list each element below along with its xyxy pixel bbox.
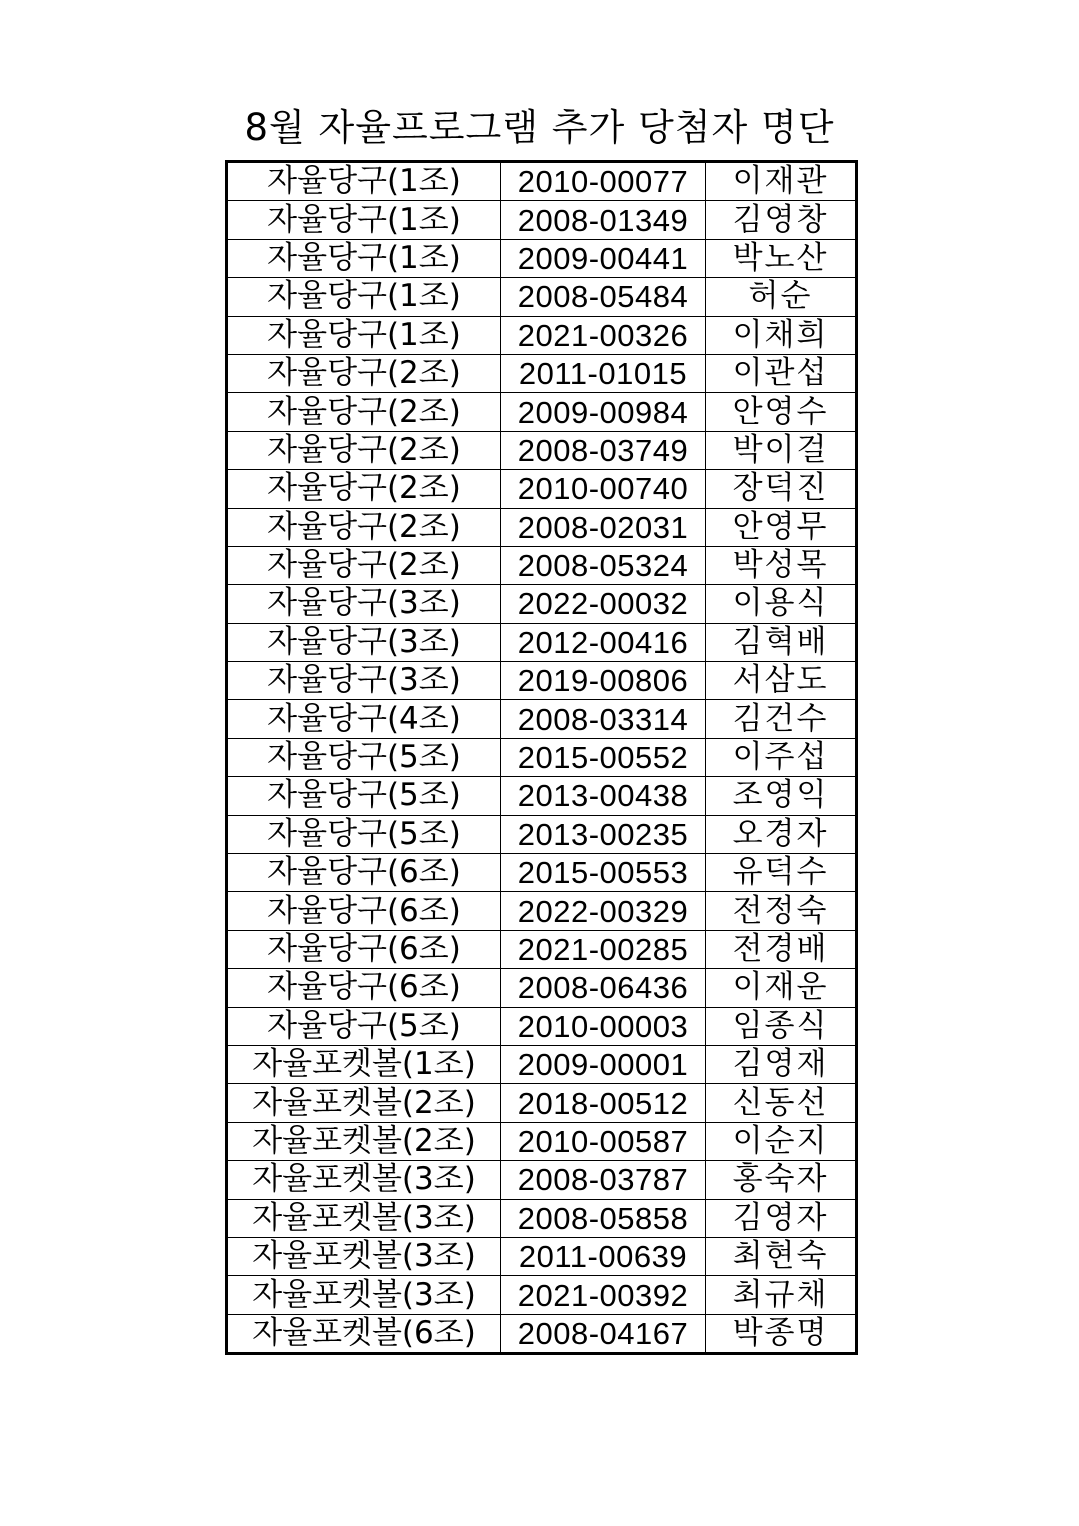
member-id-cell: 2008-02031 — [501, 508, 706, 546]
member-name-cell: 홍숙자 — [706, 1161, 857, 1199]
program-cell: 자율당구(2조) — [227, 470, 501, 508]
table-row — [227, 623, 857, 661]
member-name-cell: 김혁배 — [706, 623, 857, 661]
member-name-cell: 이재운 — [706, 969, 857, 1007]
member-id-cell: 2009-00441 — [501, 239, 706, 277]
table-row — [227, 662, 857, 700]
member-name-cell: 조영익 — [706, 777, 857, 815]
table-row — [227, 1045, 857, 1083]
program-cell: 자율당구(6조) — [227, 969, 501, 1007]
table-row — [227, 930, 857, 968]
member-name-cell: 임종식 — [706, 1007, 857, 1045]
member-name-cell: 이관섭 — [706, 354, 857, 392]
member-id-cell: 2009-00984 — [501, 393, 706, 431]
table-row — [227, 1007, 857, 1045]
member-id-cell: 2008-05858 — [501, 1199, 706, 1237]
program-cell: 자율당구(1조) — [227, 201, 501, 239]
member-id-cell: 2015-00552 — [501, 738, 706, 776]
member-id-cell: 2008-05484 — [501, 278, 706, 316]
program-cell: 자율당구(1조) — [227, 162, 501, 201]
member-name-cell: 전정숙 — [706, 892, 857, 930]
member-id-cell: 2011-00639 — [501, 1237, 706, 1275]
table-row — [227, 162, 857, 201]
member-name-cell: 유덕수 — [706, 854, 857, 892]
program-cell: 자율포켓볼(2조) — [227, 1122, 501, 1160]
table-row — [227, 201, 857, 239]
member-name-cell: 김영자 — [706, 1199, 857, 1237]
member-name-cell: 최현숙 — [706, 1237, 857, 1275]
member-name-cell: 박노산 — [706, 239, 857, 277]
member-id-cell: 2010-00740 — [501, 470, 706, 508]
member-id-cell: 2008-03787 — [501, 1161, 706, 1199]
member-name-cell: 최규채 — [706, 1276, 857, 1314]
winners-table-body — [227, 162, 857, 1354]
table-row — [227, 854, 857, 892]
member-id-cell: 2008-06436 — [501, 969, 706, 1007]
program-cell: 자율포켓볼(3조) — [227, 1237, 501, 1275]
program-cell: 자율포켓볼(1조) — [227, 1045, 501, 1083]
table-row — [227, 1276, 857, 1314]
member-name-cell: 안영수 — [706, 393, 857, 431]
table-row — [227, 738, 857, 776]
program-cell: 자율당구(4조) — [227, 700, 501, 738]
member-id-cell: 2010-00077 — [501, 162, 706, 201]
member-name-cell: 허순 — [706, 278, 857, 316]
program-cell: 자율포켓볼(6조) — [227, 1314, 501, 1353]
table-row — [227, 431, 857, 469]
program-cell: 자율당구(6조) — [227, 930, 501, 968]
member-id-cell: 2013-00235 — [501, 815, 706, 853]
table-row — [227, 278, 857, 316]
member-id-cell: 2010-00003 — [501, 1007, 706, 1045]
member-name-cell: 장덕진 — [706, 470, 857, 508]
program-cell: 자율포켓볼(3조) — [227, 1199, 501, 1237]
table-row — [227, 1199, 857, 1237]
table-row — [227, 393, 857, 431]
program-cell: 자율당구(1조) — [227, 239, 501, 277]
member-name-cell: 박성목 — [706, 546, 857, 584]
member-name-cell: 김영창 — [706, 201, 857, 239]
program-cell: 자율당구(2조) — [227, 508, 501, 546]
program-cell: 자율포켓볼(3조) — [227, 1161, 501, 1199]
program-cell: 자율당구(1조) — [227, 278, 501, 316]
member-name-cell: 이용식 — [706, 585, 857, 623]
table-row — [227, 585, 857, 623]
table-row — [227, 1237, 857, 1275]
program-cell: 자율당구(1조) — [227, 316, 501, 354]
member-name-cell: 박종명 — [706, 1314, 857, 1353]
member-id-cell: 2008-03749 — [501, 431, 706, 469]
member-id-cell: 2008-05324 — [501, 546, 706, 584]
table-row — [227, 1122, 857, 1160]
program-cell: 자율당구(6조) — [227, 854, 501, 892]
table-row — [227, 1084, 857, 1122]
member-id-cell: 2021-00326 — [501, 316, 706, 354]
program-cell: 자율당구(5조) — [227, 738, 501, 776]
program-cell: 자율당구(5조) — [227, 1007, 501, 1045]
member-id-cell: 2011-01015 — [501, 354, 706, 392]
table-row — [227, 470, 857, 508]
member-id-cell: 2018-00512 — [501, 1084, 706, 1122]
table-row — [227, 508, 857, 546]
member-id-cell: 2022-00032 — [501, 585, 706, 623]
program-cell: 자율당구(2조) — [227, 354, 501, 392]
table-row — [227, 1161, 857, 1199]
member-id-cell: 2008-03314 — [501, 700, 706, 738]
program-cell: 자율당구(5조) — [227, 777, 501, 815]
table-row — [227, 700, 857, 738]
program-cell: 자율당구(6조) — [227, 892, 501, 930]
member-id-cell: 2008-01349 — [501, 201, 706, 239]
program-cell: 자율당구(3조) — [227, 623, 501, 661]
program-cell: 자율당구(2조) — [227, 546, 501, 584]
member-id-cell: 2015-00553 — [501, 854, 706, 892]
table-row — [227, 354, 857, 392]
member-name-cell: 이순지 — [706, 1122, 857, 1160]
table-row — [227, 969, 857, 1007]
member-id-cell: 2009-00001 — [501, 1045, 706, 1083]
member-id-cell: 2019-00806 — [501, 662, 706, 700]
member-name-cell: 전경배 — [706, 930, 857, 968]
program-cell: 자율포켓볼(3조) — [227, 1276, 501, 1314]
table-row — [227, 1314, 857, 1353]
page-title: 8월 자율프로그램 추가 당첨자 명단 — [244, 106, 835, 149]
member-name-cell: 서삼도 — [706, 662, 857, 700]
member-name-cell: 이채희 — [706, 316, 857, 354]
member-name-cell: 오경자 — [706, 815, 857, 853]
member-name-cell: 안영무 — [706, 508, 857, 546]
member-name-cell: 이재관 — [706, 162, 857, 201]
table-row — [227, 546, 857, 584]
program-cell: 자율당구(3조) — [227, 662, 501, 700]
member-id-cell: 2021-00392 — [501, 1276, 706, 1314]
program-cell: 자율당구(5조) — [227, 815, 501, 853]
member-id-cell: 2022-00329 — [501, 892, 706, 930]
member-id-cell: 2013-00438 — [501, 777, 706, 815]
member-name-cell: 김건수 — [706, 700, 857, 738]
member-id-cell: 2010-00587 — [501, 1122, 706, 1160]
member-name-cell: 박이걸 — [706, 431, 857, 469]
program-cell: 자율당구(3조) — [227, 585, 501, 623]
program-cell: 자율당구(2조) — [227, 431, 501, 469]
member-id-cell: 2021-00285 — [501, 930, 706, 968]
table-row — [227, 239, 857, 277]
table-row — [227, 815, 857, 853]
program-cell: 자율포켓볼(2조) — [227, 1084, 501, 1122]
table-row — [227, 892, 857, 930]
member-id-cell: 2008-04167 — [501, 1314, 706, 1353]
table-row — [227, 316, 857, 354]
member-name-cell: 이주섭 — [706, 738, 857, 776]
winners-table — [225, 160, 858, 1355]
member-name-cell: 신동선 — [706, 1084, 857, 1122]
program-cell: 자율당구(2조) — [227, 393, 501, 431]
table-row — [227, 777, 857, 815]
member-id-cell: 2012-00416 — [501, 623, 706, 661]
member-name-cell: 김영재 — [706, 1045, 857, 1083]
